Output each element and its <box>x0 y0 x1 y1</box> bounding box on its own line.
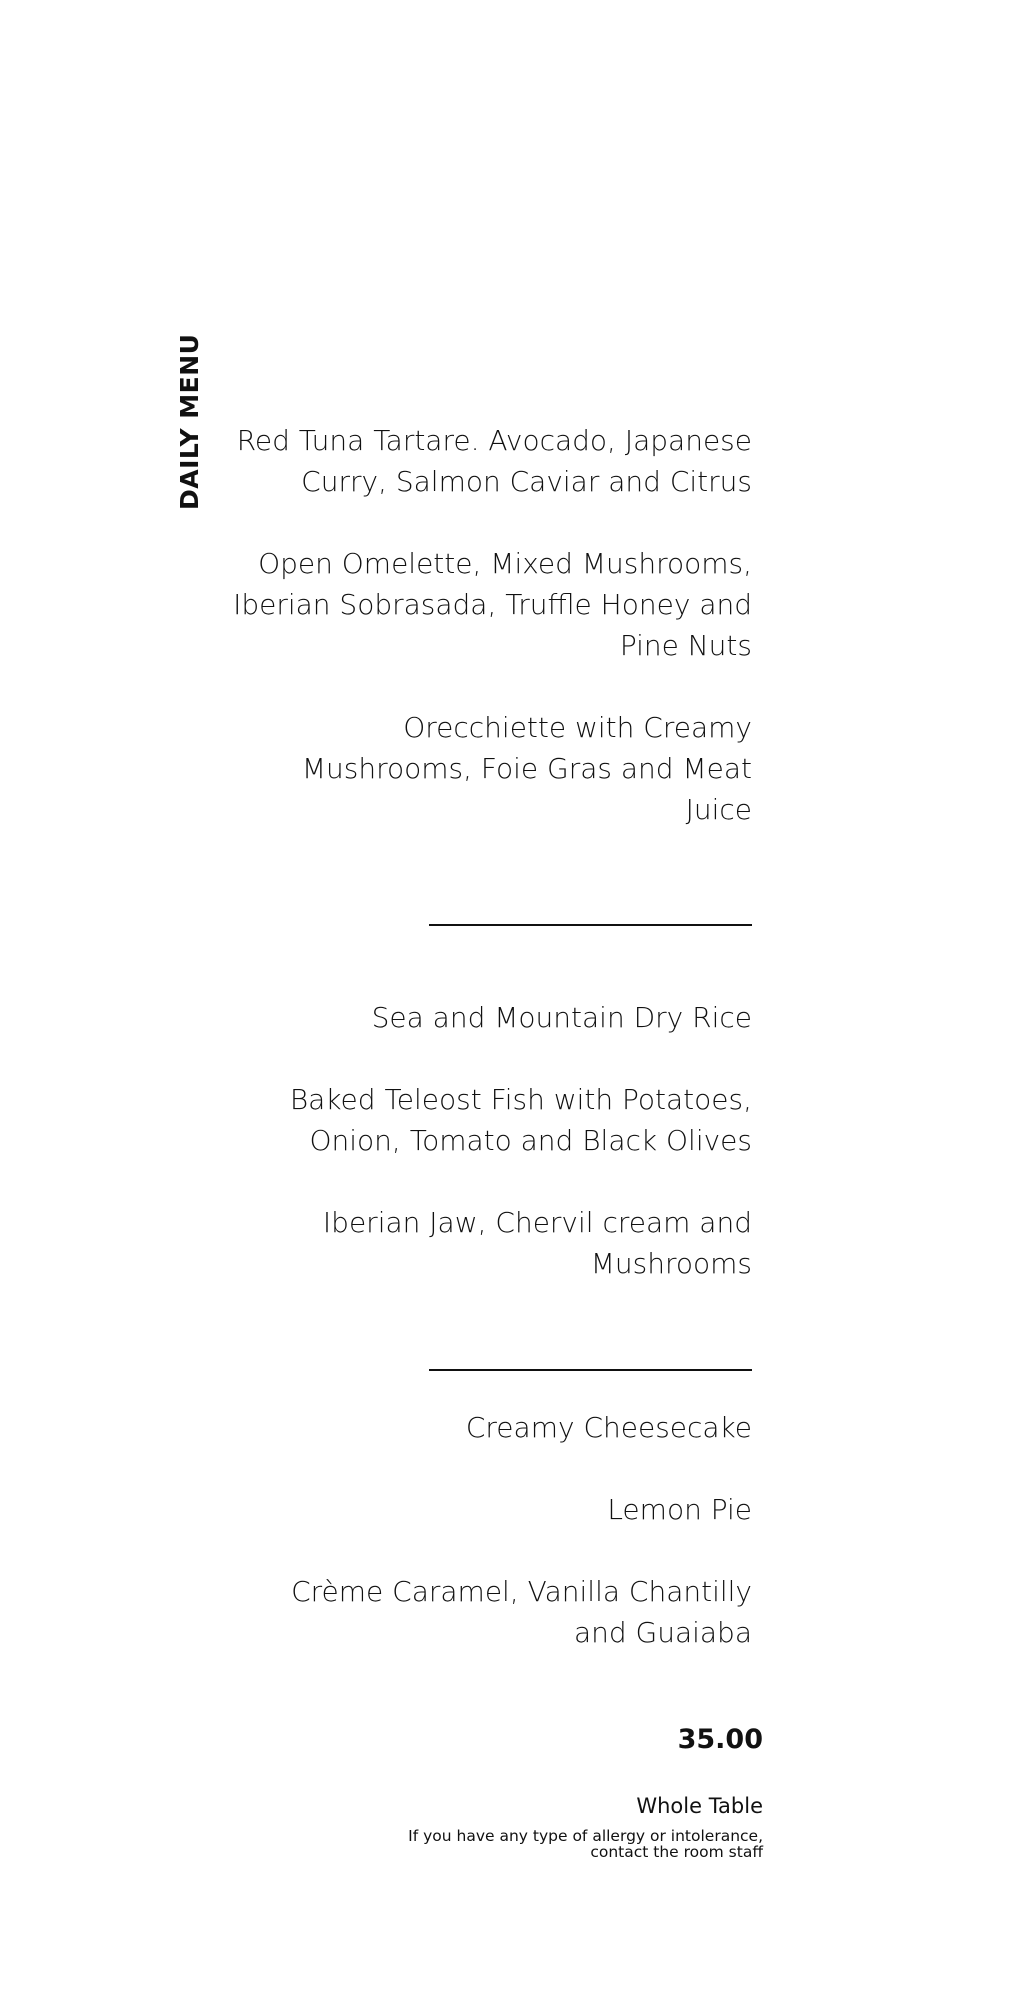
allergy-notice-line: If you have any type of allergy or intolerance, <box>408 1827 763 1845</box>
allergy-notice <box>343 1828 763 1860</box>
dish-item: Open Omelette, Mixed Mushrooms, Iberian Sobrasada, Truffle Honey and Pine Nuts <box>233 547 752 662</box>
price-note: Whole Table <box>636 1794 763 1818</box>
dish-item: Orecchiette with Creamy Mushrooms, Foie Gras and Meat Juice <box>301 711 752 826</box>
allergy-notice-line: contact the room staff <box>590 1843 763 1861</box>
dish-item: Crème Caramel, Vanilla Chantilly and Guaiaba <box>291 1575 752 1649</box>
dish-item: Creamy Cheesecake <box>465 1411 752 1444</box>
section-divider <box>429 1369 752 1371</box>
dish-item: Iberian Jaw, Chervil cream and Mushrooms <box>322 1206 752 1280</box>
dish-item: Red Tuna Tartare. Avocado, Japanese Curry, Salmon Caviar and Citrus <box>236 424 752 498</box>
daily-menu-title: DAILY MENU <box>175 333 204 510</box>
dish-item: Sea and Mountain Dry Rice <box>371 1001 752 1034</box>
menu-section-starters <box>232 420 752 830</box>
menu-section-desserts <box>232 1407 752 1653</box>
dish-item: Baked Teleost Fish with Potatoes, Onion, Tomato and Black Olives <box>289 1083 752 1157</box>
menu-section-mains <box>232 997 752 1284</box>
dish-item: Lemon Pie <box>607 1493 752 1526</box>
menu-price: 35.00 <box>677 1724 763 1755</box>
section-divider <box>429 924 752 926</box>
